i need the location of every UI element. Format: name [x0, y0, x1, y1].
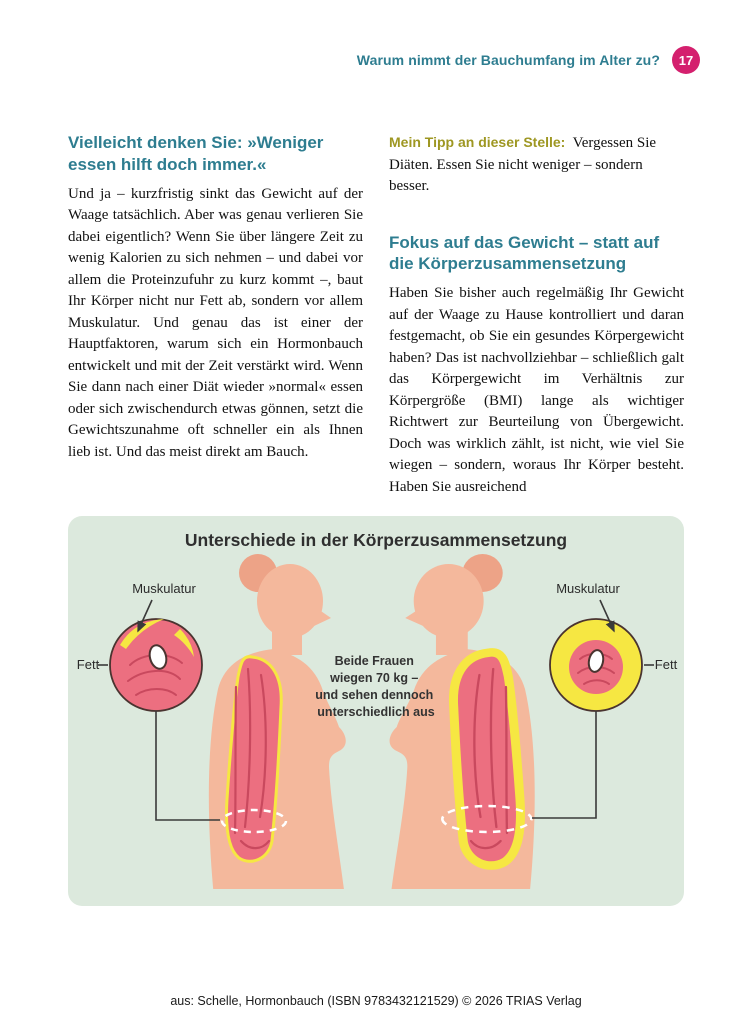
tip-text: Vergessen Sie Diäten. Essen Sie nicht weniger – sondern besser.: [389, 135, 657, 194]
figure-illustration: [68, 553, 684, 889]
page-number-badge: 17: [672, 46, 700, 74]
figure-title: Unterschiede in der Körperzusammensetzung: [184, 530, 568, 550]
left-column-heading: Vielleicht denken Sie: »Weniger essen hilft doch immer.«: [68, 133, 324, 174]
figure-box: [68, 516, 684, 906]
left-column: [68, 132, 363, 498]
fett-label-right: Fett: [654, 657, 678, 672]
figure-left-woman: [209, 554, 346, 889]
imprint-footer: aus: Schelle, Hormonbauch (ISBN 9783432121529) © 2026 TRIAS Verlag: [170, 994, 582, 1008]
muskulatur-label-right: Muskulatur: [556, 581, 620, 596]
muscle-cross-section-left: [110, 619, 202, 711]
section-connector-right: [532, 711, 596, 818]
muskulatur-label-left: Muskulatur: [132, 581, 196, 596]
left-column-body: Und ja – kurzfristig sinkt das Gewicht auf der Waage tatsächlich. Aber was genau verlieren Sie dabei eigentlich? Wenn Sie über längere Zeit zu wenig Kalorien zu sich nehmen – und dabei vor allem die Proteinzufuhr zu kurz kommt –, baut Ihr Körper nicht nur Fett ab, sondern vor allem Muskulatur. Und genau das ist einer der Hauptfaktoren, warum sich ein Hormonbauch entwickelt und mit der Zeit verstärkt wird. Wenn Sie dann nach einer Diät wieder »normal« essen oder sich zwischendurch etwas gönnen, setzt die Gewichtszunahme oft schneller ein als Ihnen lieb ist. Und das meist direkt am Bauch.: [68, 185, 363, 460]
tip-label: Mein Tipp an dieser Stelle:: [389, 134, 566, 150]
tip-paragraph: [389, 132, 684, 198]
figure-right-woman: [390, 554, 535, 889]
fett-label-left: Fett: [76, 657, 100, 672]
figure-caption: Beide Frauen wiegen 70 kg – und sehen dennoch unterschiedlich aus: [315, 654, 435, 719]
page-header: [0, 0, 752, 74]
fat-cross-section-right: [550, 619, 642, 711]
running-header-title: Warum nimmt der Bauchumfang im Alter zu?: [356, 52, 660, 68]
right-column: [389, 132, 684, 498]
text-columns: [0, 132, 752, 498]
right-column-heading: Fokus auf das Gewicht – statt auf die Körperzusammensetzung: [389, 232, 660, 274]
right-column-body: Haben Sie bisher auch regelmäßig Ihr Gewicht auf der Waage zu Hause kontrolliert und daran festgemacht, ob Sie ein gesundes Körpergewicht haben? Das ist nachvollziehbar – schließlich galt das Körpergewicht im Verhältnis zur Körpergröße (BMI) lange als wichtiger Richtwert zur Beurteilung von Übergewicht. Doch was wirklich zählt, ist nicht, wie viel Sie wiegen – sondern, woraus Ihr Körper besteht. Haben Sie ausreichend: [389, 285, 684, 495]
